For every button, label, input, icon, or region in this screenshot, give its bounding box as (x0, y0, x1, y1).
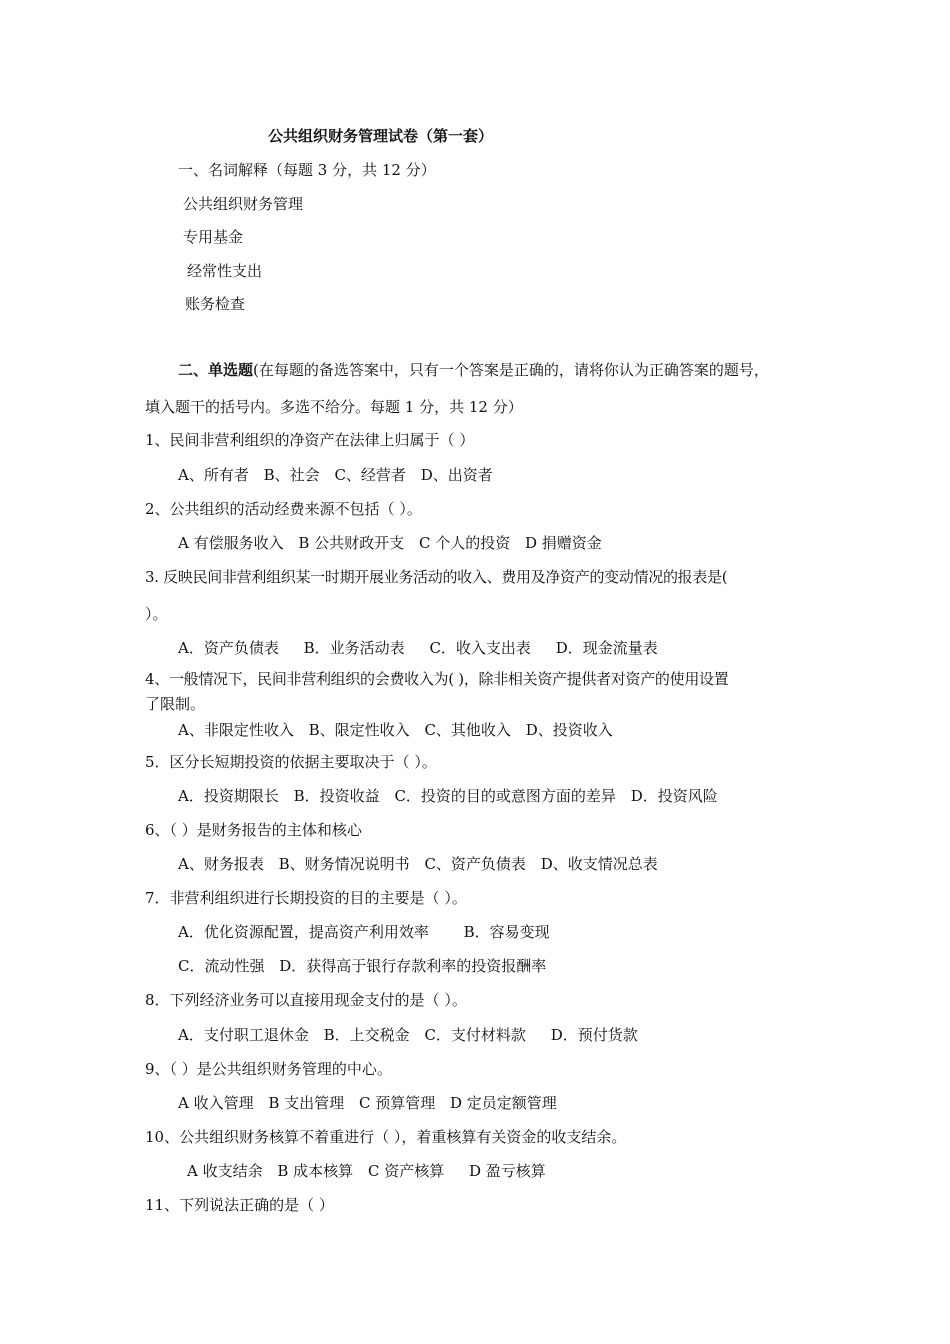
q3-option-a: A．资产负债表 (178, 639, 279, 657)
q1-options (178, 465, 493, 485)
q1-stem: 1、民间非营利组织的净资产在法律上归属于（ ） (145, 431, 475, 449)
q1-option-a: A、所有者 (178, 466, 249, 484)
q6-stem: 6、（ ）是财务报告的主体和核心 (145, 821, 362, 839)
q10-stem: 10、公共组织财务核算不着重进行（ ），着重核算有关资金的收支结余。 (145, 1128, 627, 1146)
q7-option-c: C．流动性强 (178, 957, 265, 975)
q4-stem: 4、一般情况下，民间非营利组织的会费收入为( )，除非相关资产提供者对资产的使用设置 (145, 670, 729, 688)
q3-option-b: B．业务活动表 (303, 639, 405, 657)
section2-heading (178, 360, 769, 380)
term-1: 公共组织财务管理 (183, 195, 304, 213)
q7-stem: 7．非营利组织进行长期投资的目的主要是（ ）。 (145, 889, 467, 907)
q2-option-b: B 公共财政开支 (298, 534, 405, 552)
q7-option-b: B．容易变现 (463, 923, 550, 941)
q8-stem: 8．下列经济业务可以直接用现金支付的是（ ）。 (145, 991, 467, 1009)
q6-options (178, 854, 658, 874)
q8-option-b: B．上交税金 (323, 1026, 410, 1044)
q3-options (178, 638, 658, 658)
q5-option-d: D．投资风险 (630, 787, 718, 805)
q7-option-a: A．优化资源配置，提高资产利用效率 (178, 923, 429, 941)
q10-option-d: D 盈亏核算 (469, 1162, 546, 1180)
q4-options (178, 720, 613, 740)
q10-options (187, 1161, 546, 1181)
q3-option-c: C．收入支出表 (429, 639, 531, 657)
q10-option-a: A 收支结余 (187, 1162, 263, 1180)
section2-heading-cont: 填入题干的括号内。多选不给分。每题 1 分，共 12 分） (145, 398, 523, 416)
q5-option-b: B．投资收益 (293, 787, 380, 805)
q5-stem: 5．区分长短期投资的依据主要取决于（ ）。 (145, 753, 437, 771)
q9-stem: 9、（ ）是公共组织财务管理的中心。 (145, 1060, 392, 1078)
q9-option-c: C 预算管理 (358, 1094, 436, 1112)
q7-options-row2 (178, 956, 546, 976)
q8-option-a: A．支付职工退休金 (178, 1026, 309, 1044)
q8-options (178, 1025, 638, 1045)
q1-option-b: B、社会 (263, 466, 320, 484)
q9-option-a: A 收入管理 (178, 1094, 254, 1112)
q5-options (178, 786, 718, 806)
q4-option-d: D、投资收入 (525, 721, 613, 739)
q9-options (178, 1093, 557, 1113)
q3-stem: 3. 反映民间非营利组织某一时期开展业务活动的收入、费用及净资产的变动情况的报表是( (145, 568, 728, 586)
q5-option-c: C．投资的目的或意图方面的差异 (394, 787, 616, 805)
q2-option-d: D 捐赠资金 (525, 534, 602, 552)
page-title: 公共组织财务管理试卷（第一套） (268, 127, 494, 145)
q4-option-b: B、限定性收入 (308, 721, 410, 739)
q2-options (178, 533, 602, 553)
q7-option-d: D．获得高于银行存款利率的投资报酬率 (279, 957, 547, 975)
q3-option-d: D．现金流量表 (555, 639, 658, 657)
q6-option-c: C、资产负债表 (424, 855, 526, 873)
section2-heading-bold: 二、单选题 (178, 361, 254, 379)
q8-option-c: C．支付材料款 (424, 1026, 526, 1044)
q9-option-d: D 定员定额管理 (450, 1094, 557, 1112)
section2-heading-rest: (在每题的备选答案中，只有一个答案是正确的，请将你认为正确答案的题号， (253, 361, 769, 379)
q2-option-a: A 有偿服务收入 (178, 534, 284, 552)
q6-option-d: D、收支情况总表 (540, 855, 658, 873)
q9-option-b: B 支出管理 (268, 1094, 345, 1112)
term-4: 账务检查 (185, 295, 246, 313)
q7-options-row1 (178, 922, 550, 942)
q6-option-a: A、财务报表 (178, 855, 264, 873)
section1-heading: 一、名词解释（每题 3 分，共 12 分） (178, 161, 436, 179)
term-3: 经常性支出 (187, 262, 263, 280)
q4-option-c: C、其他收入 (424, 721, 511, 739)
q8-option-d: D．预付货款 (550, 1026, 638, 1044)
q6-option-b: B、财务情况说明书 (278, 855, 410, 873)
term-2: 专用基金 (183, 228, 244, 246)
q4-stem-cont: 了限制。 (145, 695, 206, 713)
q1-option-c: C、经营者 (334, 466, 406, 484)
q10-option-b: B 成本核算 (277, 1162, 354, 1180)
q2-option-c: C 个人的投资 (418, 534, 511, 552)
q1-option-d: D、出资者 (420, 466, 493, 484)
q4-option-a: A、非限定性收入 (178, 721, 294, 739)
q2-stem: 2、公共组织的活动经费来源不包括（ ）。 (145, 500, 422, 518)
q5-option-a: A．投资期限长 (178, 787, 279, 805)
q3-stem-cont: ）。 (145, 605, 168, 623)
q10-option-c: C 资产核算 (367, 1162, 445, 1180)
q11-stem: 11、下列说法正确的是（ ） (145, 1196, 334, 1214)
